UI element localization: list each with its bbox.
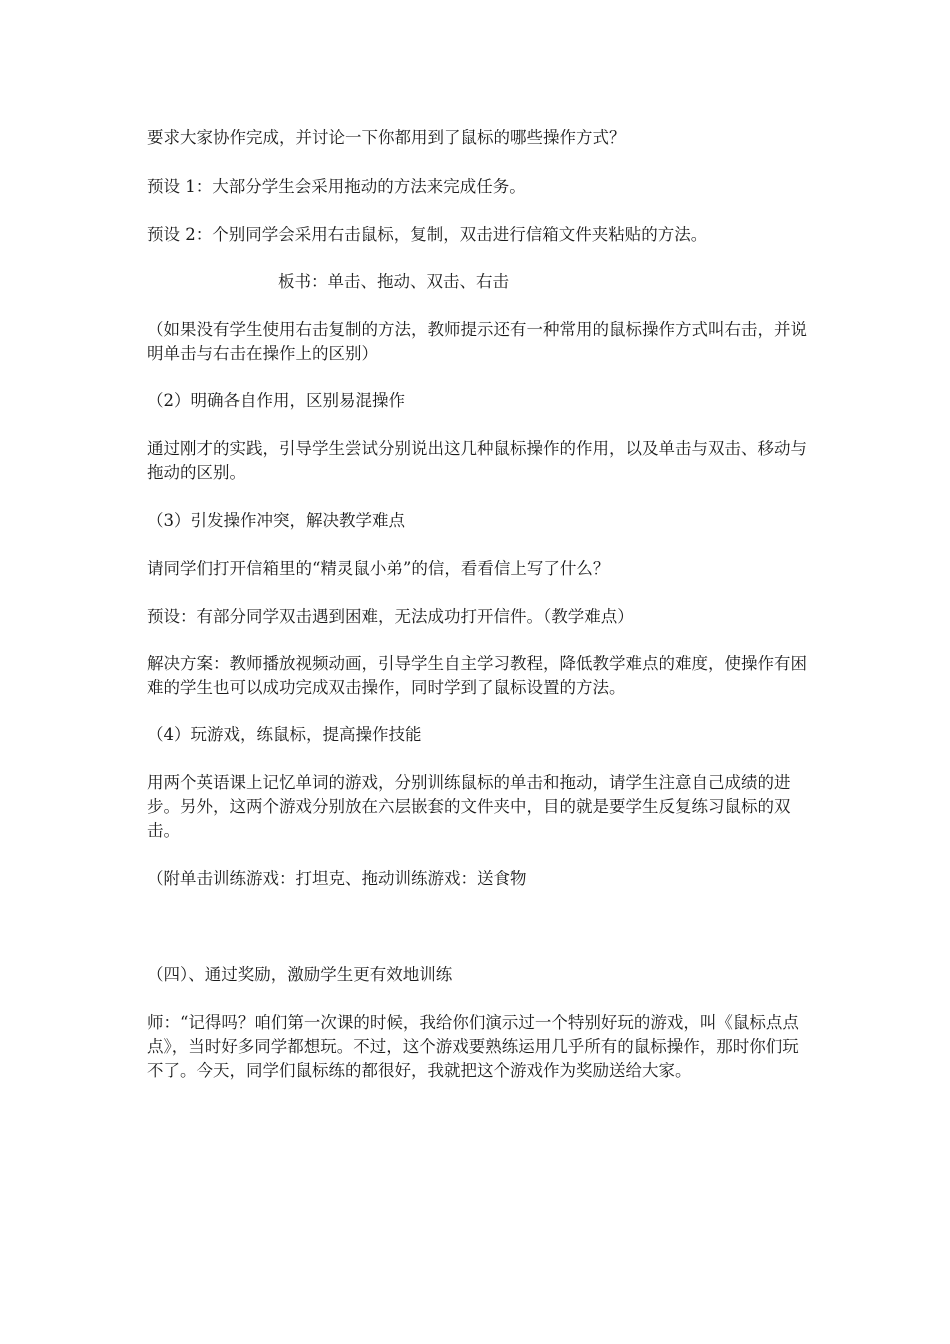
paragraph-preset-2: 预设 2：个别同学会采用右击鼠标，复制，双击进行信箱文件夹粘贴的方法。 (147, 225, 708, 244)
section-heading-2: （2）明确各自作用，区别易混操作 (147, 391, 405, 410)
section-heading-3: （3）引发操作冲突，解决教学难点 (147, 511, 405, 530)
section-heading-4: （4）玩游戏，练鼠标，提高操作技能 (147, 725, 422, 744)
paragraph-preset-1: 预设 1：大部分学生会采用拖动的方法来完成任务。 (147, 177, 526, 196)
section-heading-four: （四）、通过奖励，激励学生更有效地训练 (147, 965, 453, 984)
paragraph-intro-question: 要求大家协作完成，并讨论一下你都用到了鼠标的哪些操作方式？ (147, 128, 626, 147)
paragraph-solution: 解决方案：教师播放视频动画，引导学生自主学习教程，降低教学难点的难度，使操作有困难的学生也可以成功完成双击操作，同时学到了鼠标设置的方法。 (147, 654, 807, 697)
paragraph-practice-summary: 通过刚才的实践，引导学生尝试分别说出这几种鼠标操作的作用，以及单击与双击、移动与拖动的区别。 (147, 439, 807, 482)
paragraph-right-click-note: （如果没有学生使用右击复制的方法，教师提示还有一种常用的鼠标操作方式叫右击，并说明单击与右击在操作上的区别） (147, 320, 807, 363)
paragraph-games: 用两个英语课上记忆单词的游戏，分别训练鼠标的单击和拖动，请学生注意自己成绩的进步。另外，这两个游戏分别放在六层嵌套的文件夹中，目的就是要学生反复练习鼠标的双击。 (147, 773, 791, 840)
paragraph-open-letter: 请同学们打开信箱里的“精灵鼠小弟”的信，看看信上写了什么？ (147, 559, 610, 578)
paragraph-teacher-quote: 师：“记得吗？咱们第一次课的时候，我给你们演示过一个特别好玩的游戏，叫《鼠标点点点》，当时好多同学都想玩。不过，这个游戏要熟练运用几乎所有的鼠标操作，那时你们玩不了。今天，同学们鼠标练的都很好，我就把这个游戏作为奖励送给大家。 (147, 1013, 799, 1080)
paragraph-board-notes: 板书：单击、拖动、双击、右击 (278, 272, 509, 291)
paragraph-preset-difficulty: 预设：有部分同学双击遇到困难，无法成功打开信件。（教学难点） (147, 607, 634, 626)
paragraph-game-list: （附单击训练游戏：打坦克、拖动训练游戏：送食物 (147, 869, 527, 888)
